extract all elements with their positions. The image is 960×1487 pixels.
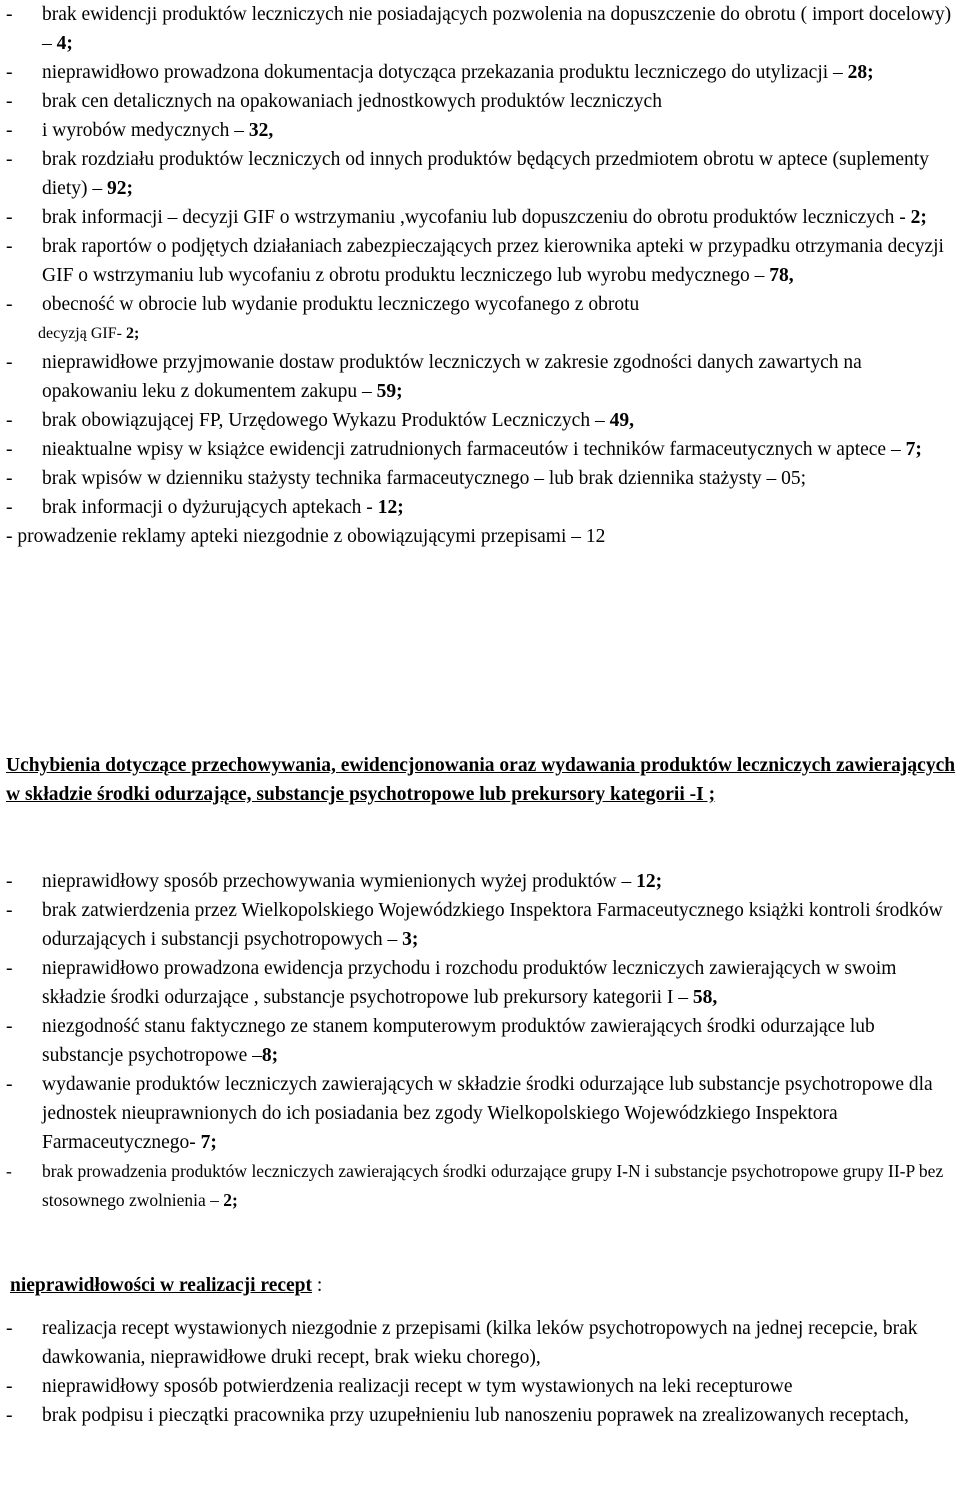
- list-block-2: [0, 867, 958, 1215]
- list-item: - realizacja recept wystawionych niezgodnie z przepisami (kilka leków psychotropowych na jednej recepcie, brak dawkowania, nieprawidłowe druki recept, brak wieku chorego),: [6, 1318, 918, 1368]
- list-item: - brak ewidencji produktów leczniczych nie posiadających pozwolenia na dopuszczenie do obrotu ( import docelowy) – 4;: [6, 4, 952, 54]
- list-item: - brak podpisu i pieczątki pracownika przy uzupełnieniu lub nanoszeniu poprawek na zrealizowanych receptach,: [6, 1405, 909, 1426]
- list-item: - brak prowadzenia produktów leczniczych zawierających środki odurzające grupy I-N i substancje psychotropowe grupy II-P bez stosownego zwolnienia – 2;: [6, 1161, 944, 1210]
- list-item: - brak cen detalicznych na opakowaniach jednostkowych produktów leczniczych: [6, 91, 662, 112]
- list-item: - nieprawidłowy sposób przechowywania wymienionych wyżej produktów – 12;: [6, 871, 663, 892]
- list-item: - nieprawidłowe przyjmowanie dostaw produktów leczniczych w zakresie zgodności danych zawartych na opakowaniu leku z dokumentem zakupu – 59;: [6, 352, 862, 402]
- list-item: - nieprawidłowo prowadzona dokumentacja dotycząca przekazania produktu leczniczego do utylizacji – 28;: [6, 62, 874, 83]
- list-block-3: [0, 1314, 955, 1430]
- list-item: - brak informacji – decyzji GIF o wstrzymaniu ,wycofaniu lub dopuszczeniu do obrotu produktów leczniczych - 2;: [6, 207, 927, 228]
- list-item: - niezgodność stanu faktycznego ze stanem komputerowym produktów zawierających środki odurzające lub substancje psychotropowe –8;: [6, 1016, 875, 1066]
- list-item: - brak raportów o podjętych działaniach zabezpieczających przez kierownika apteki w przypadku otrzymania decyzji GIF o wstrzymaniu lub wycofaniu z obrotu produktu leczniczego lub wyrobu medycznego – 78,: [6, 236, 944, 286]
- list-item: - brak informacji o dyżurujących aptekach - 12;: [6, 497, 404, 518]
- list-item: - brak wpisów w dzienniku stażysty technika farmaceutycznego – lub brak dziennika stażysty – 05;: [6, 468, 807, 489]
- section-heading-2: nieprawidłowości w realizacji recept :: [10, 1275, 323, 1296]
- list-item: - brak zatwierdzenia przez Wielkopolskiego Wojewódzkiego Inspektora Farmaceutycznego książki kontroli środków odurzających i substancji psychotropowych – 3;: [6, 900, 943, 950]
- list-item: - wydawanie produktów leczniczych zawierających w składzie środki odurzające lub substancje psychotropowe dla jednostek nieuprawnionych do ich posiadania bez zgody Wielkopolskiego Wojewódzkiego Inspektora Farmaceutycznego- 7;: [6, 1074, 933, 1153]
- list-item: - nieaktualne wpisy w książce ewidencji zatrudnionych farmaceutów i techników farmaceutycznych w aptece – 7;: [6, 439, 922, 460]
- list-item: - nieprawidłowy sposób potwierdzenia realizacji recept w tym wystawionych na leki recepturowe: [6, 1376, 793, 1397]
- list-item-continuation: decyzją GIF- 2;: [38, 325, 140, 342]
- list-item: - brak obowiązującej FP, Urzędowego Wykazu Produktów Leczniczych – 49,: [6, 410, 634, 431]
- list-item: - nieprawidłowo prowadzona ewidencja przychodu i rozchodu produktów leczniczych zawierających w swoim składzie środki odurzające , substancje psychotropowe lub prekursory kategorii I – 58,: [6, 958, 897, 1008]
- list-item: - obecność w obrocie lub wydanie produktu leczniczego wycofanego z obrotu: [6, 294, 640, 315]
- list-item: - prowadzenie reklamy apteki niezgodnie z obowiązującymi przepisami – 12: [6, 526, 606, 547]
- list-item: - i wyrobów medycznych – 32,: [6, 120, 274, 141]
- list-item: - brak rozdziału produktów leczniczych od innych produktów będących przedmiotem obrotu w aptece (suplementy diety) – 92;: [6, 149, 929, 199]
- list-block-1: [0, 0, 955, 551]
- section-heading: Uchybienia dotyczące przechowywania, ewidencjonowania oraz wydawania produktów leczniczych zawierających w składzie środki odurzające, substancje psychotropowe lub prekursory kategorii -I ;: [6, 755, 956, 805]
